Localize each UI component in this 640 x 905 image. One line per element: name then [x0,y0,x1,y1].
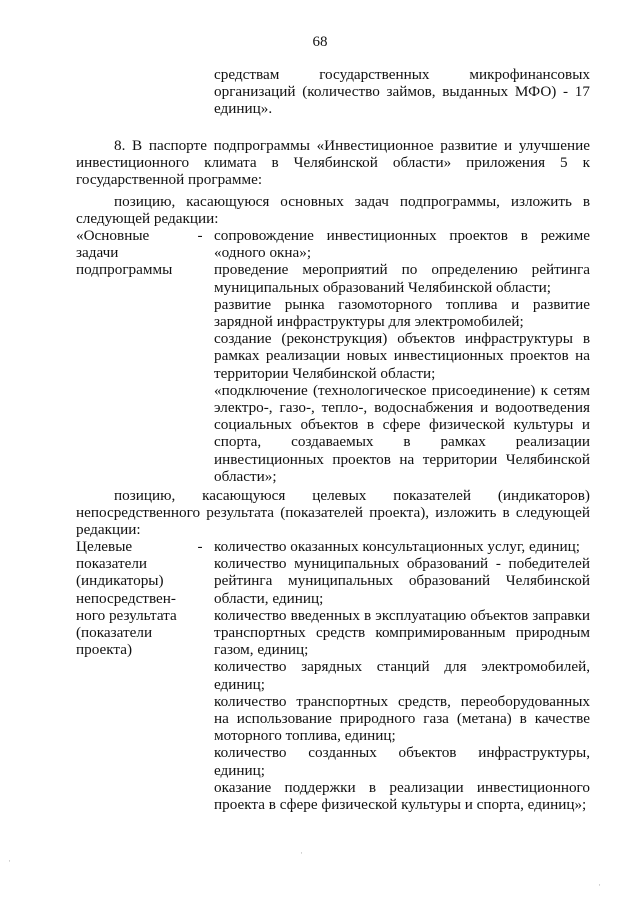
paragraph-8: 8. В паспорте подпрограммы «Инвестиционное развитие и улучшение инвестиционного климата в Челябинской области» приложения 5 к государственной программе: [76,137,590,189]
tasks-dash: - [197,227,203,244]
indicators-label [76,538,186,813]
indicator-item: количество муниципальных образований - победителей рейтинга муниципальных образований Челябинской области, единиц; [214,555,590,607]
indicator-item: оказание поддержки в реализации инвестиционного проекта в сфере физической культуры и спорта, единиц»; [214,778,590,814]
indicators-items [214,538,590,813]
indicators-label-line: (индикаторы) [76,572,164,590]
indicator-item: количество созданных объектов инфраструктуры, единиц; [214,744,590,779]
indicators-dash: - [197,538,203,555]
indicators-label-line: показатели [76,555,148,573]
task-item: создание (реконструкция) объектов инфраструктуры в рамках реализации новых инвестиционных проектов на территории Челябинской области; [214,330,590,382]
scan-mark: · [8,856,11,866]
tasks-items [214,227,590,485]
indicators-label-line: Целевые [76,538,133,555]
scan-mark: · [598,880,601,890]
tasks-table [76,227,590,485]
indicators-intro: позицию, касающуюся целевых показателей (индикаторов) непосредственного результата (показателей проекта), изложить в следующей редакции: [76,487,590,539]
indicator-item: количество зарядных станций для электромобилей, единиц; [214,658,590,693]
indicators-table [76,538,590,813]
indicators-label-line: непосредствен- [76,589,176,607]
scan-mark: · [300,848,303,858]
indicator-item: количество оказанных консультационных услуг, единиц; [214,538,580,555]
continuation-text: средствам государственных микрофинансовых организаций (количество займов, выданных МФО) - 17 единиц». [214,66,590,118]
page-number: 68 [312,34,328,50]
tasks-label: «Основные задачи подпрограммы [76,227,173,279]
indicators-label-line: проекта) [76,641,133,659]
indicator-item: количество транспортных средств, переоборудованных на использование природного газа (метана) в качестве моторного топлива, единиц; [214,692,590,745]
tasks-intro: позицию, касающуюся основных задач подпрограммы, изложить в следующей редакции: [76,193,590,228]
task-item: развитие рынка газомоторного топлива и развитие зарядной инфраструктуры для электромобилей; [214,295,590,331]
indicator-item: количество введенных в эксплуатацию объектов заправки транспортных средств компримированным природным газом, единиц; [214,606,590,659]
indicators-label-line: ного результата [76,606,177,624]
indicators-label-line: (показатели [76,624,153,642]
task-item: проведение мероприятий по определению рейтинга муниципальных образований Челябинской области; [214,261,590,296]
task-item: «подключение (технологическое присоединение) к сетям электро-, газо-, тепло-, водоснабжения и водоотведения социальных объектов в сфере физической культуры и спорта, создаваемых в рамках реализации инвестиционных проектов на территории Челябинской области»; [214,381,590,485]
task-item: сопровождение инвестиционных проектов в режиме «одного окна»; [214,227,590,262]
